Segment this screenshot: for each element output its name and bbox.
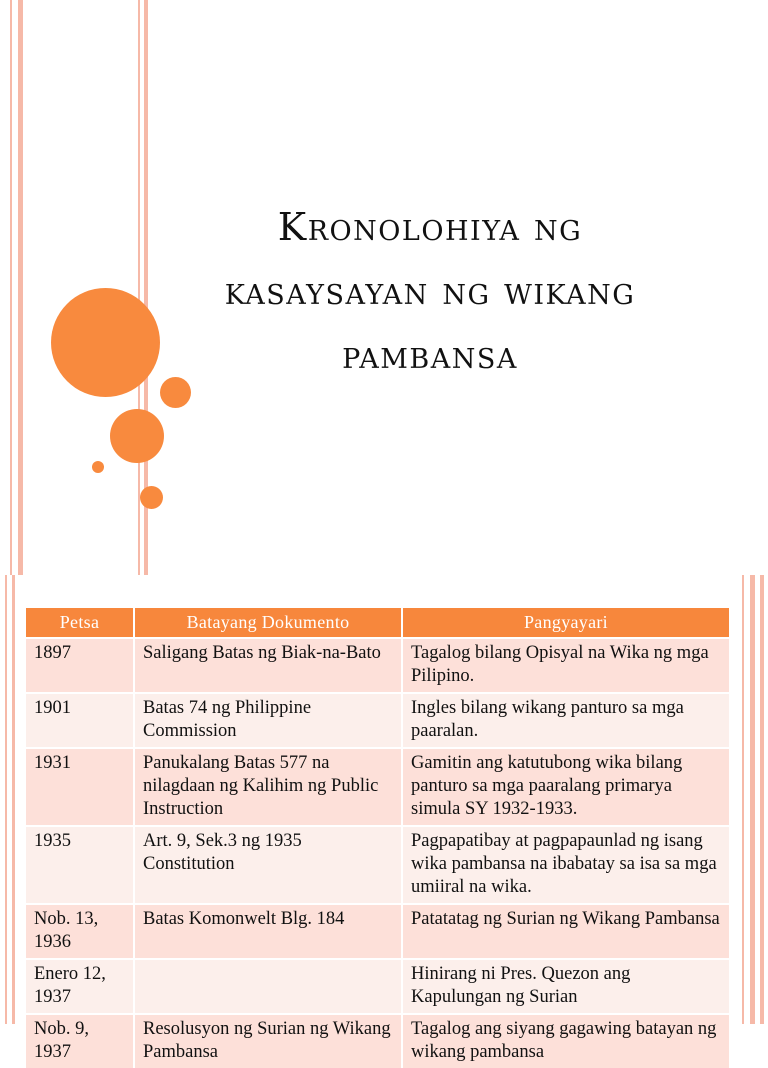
column-header-dokumento: Batayang Dokumento (134, 608, 402, 638)
decorative-line (760, 575, 764, 1024)
decorative-circle-small (140, 486, 163, 509)
table-row (26, 959, 730, 1014)
event-cell: Pagpapatibay at pagpapaunlad ng isang wika pambansa na ibabatay sa isa sa mga umiiral na wika. (402, 826, 730, 904)
decorative-line (18, 0, 23, 575)
document-cell: Panukalang Batas 577 na nilagdaan ng Kalihim ng Public Instruction (134, 748, 402, 826)
table-row (26, 904, 730, 959)
event-cell: Hinirang ni Pres. Quezon ang Kapulungan ng Surian (402, 959, 730, 1014)
table-row (26, 638, 730, 693)
document-cell: Batas Komonwelt Blg. 184 (134, 904, 402, 959)
date-cell: 1931 (26, 748, 134, 826)
column-header-petsa: Petsa (26, 608, 134, 638)
date-cell: Nob. 13, 1936 (26, 904, 134, 959)
decorative-circle-tiny (92, 461, 104, 473)
table-slide (0, 575, 768, 1062)
decorative-circle-large (51, 288, 160, 397)
date-cell: 1935 (26, 826, 134, 904)
event-cell: Ingles bilang wikang panturo sa mga paaralan. (402, 693, 730, 748)
table-row (26, 826, 730, 904)
table-header-row (26, 608, 730, 638)
decorative-line (750, 575, 755, 1024)
event-cell: Gamitin ang katutubong wika bilang panturo sa mga paaralang primarya simula SY 1932-1933. (402, 748, 730, 826)
document-cell: Saligang Batas ng Biak-na-Bato (134, 638, 402, 693)
event-cell: Tagalog bilang Opisyal na Wika ng mga Pilipino. (402, 638, 730, 693)
document-cell: Art. 9, Sek.3 ng 1935 Constitution (134, 826, 402, 904)
date-cell: 1901 (26, 693, 134, 748)
title-first-letter: K (277, 205, 308, 249)
slide-title (180, 195, 680, 387)
table-row (26, 693, 730, 748)
date-cell: Nob. 9, 1937 (26, 1014, 134, 1068)
chronology-table (26, 608, 731, 1068)
title-rest: ronolohiya ng kasaysayan ng wikang pambansa (224, 205, 636, 377)
decorative-line (5, 575, 7, 1024)
document-cell: Resolusyon ng Surian ng Wikang Pambansa (134, 1014, 402, 1068)
table-row (26, 748, 730, 826)
document-cell (134, 959, 402, 1014)
decorative-line (138, 0, 140, 575)
decorative-line (742, 575, 744, 1024)
decorative-circle-medium (110, 409, 164, 463)
decorative-line (10, 0, 12, 575)
event-cell: Tagalog ang siyang gagawing batayan ng wikang pambansa (402, 1014, 730, 1068)
event-cell: Patatatag ng Surian ng Wikang Pambansa (402, 904, 730, 959)
document-cell: Batas 74 ng Philippine Commission (134, 693, 402, 748)
decorative-line (12, 575, 15, 1024)
date-cell: 1897 (26, 638, 134, 693)
column-header-pangyayari: Pangyayari (402, 608, 730, 638)
table-row (26, 1014, 730, 1068)
date-cell: Enero 12, 1937 (26, 959, 134, 1014)
